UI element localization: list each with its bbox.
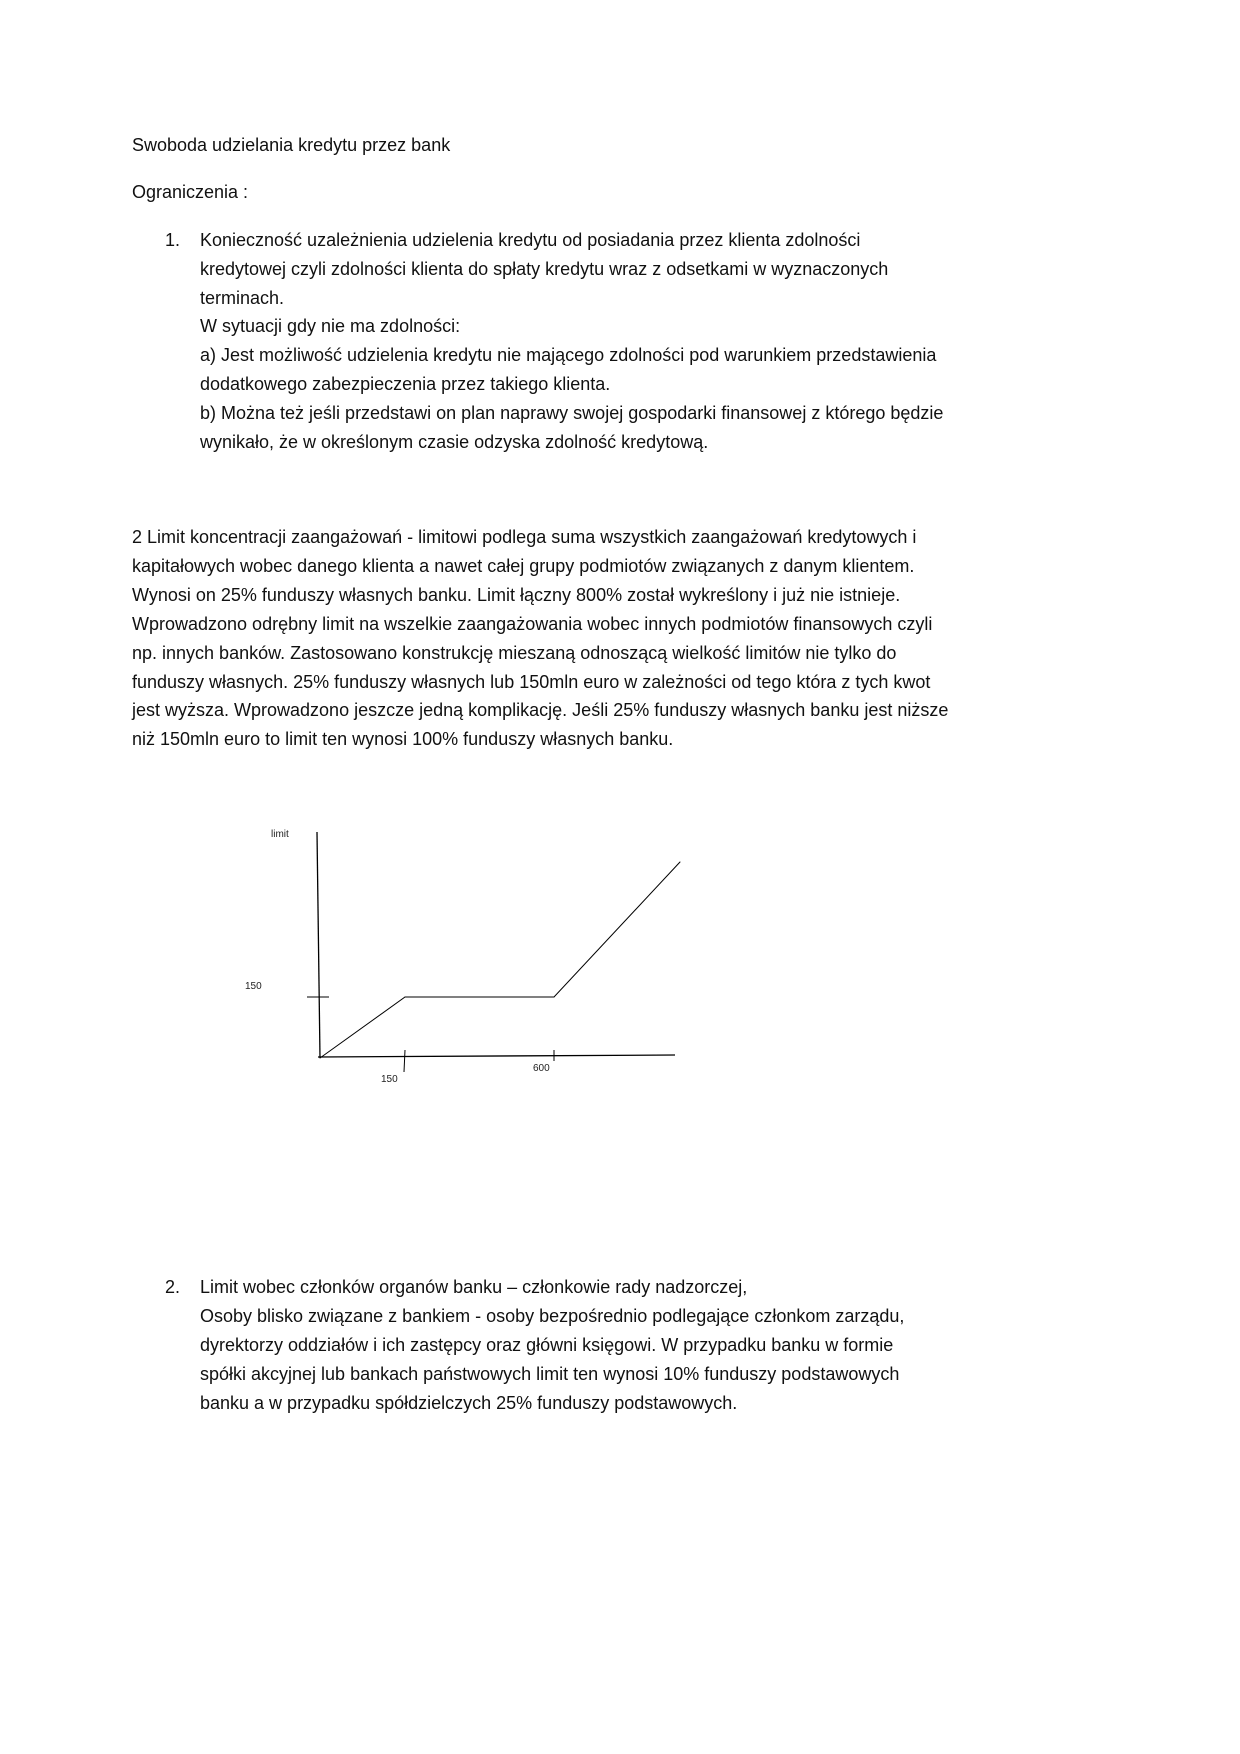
- text-line: 2 Limit koncentracji zaangażowań - limitowi podlega suma wszystkich zaangażowań kredytowych i: [132, 527, 917, 547]
- data-point: [554, 997, 555, 998]
- text-line: Osoby blisko związane z bankiem - osoby bezpośrednio podlegające członkom zarządu,: [200, 1306, 905, 1326]
- y-axis-label: limit: [271, 829, 289, 840]
- text-line: Limit wobec członków organów banku – członkowie rady nadzorczej,: [200, 1277, 748, 1297]
- text-line: np. innych banków. Zastosowano konstrukcję mieszaną odnoszącą wielkość limitów nie tylko do: [132, 642, 897, 663]
- text-line: a) Jest możliwość udzielenia kredytu nie mającego zdolności pod warunkiem przedstawienia: [200, 345, 937, 366]
- text-line: Wynosi on 25% funduszy własnych banku. Limit łączny 800% został wykreślony i już nie istnieje.: [132, 584, 901, 605]
- data-point: [405, 997, 406, 998]
- text-line: terminach.: [200, 287, 285, 308]
- section-heading: Ograniczenia :: [132, 182, 249, 202]
- text-line: Konieczność uzależnienia udzielenia kredytu od posiadania przez klienta zdolności: [200, 230, 861, 250]
- text-line: banku a w przypadku spółdzielczych 25% funduszy podstawowych.: [200, 1393, 738, 1413]
- text-line: W sytuacji gdy nie ma zdolności:: [200, 316, 461, 337]
- x-axis: [318, 1055, 675, 1057]
- y-axis: [317, 832, 320, 1058]
- text-line: jest wyższa. Wprowadzono jeszcze jedną komplikację. Jeśli 25% funduszy własnych banku jest niższe: [132, 700, 949, 721]
- text-line: kredytowej czyli zdolności klienta do spłaty kredytu wraz z odsetkami w wyznaczonych: [200, 258, 889, 279]
- data-point: [680, 862, 681, 863]
- list-number: 1.: [165, 230, 181, 250]
- text-line: Wprowadzono odrębny limit na wszelkie zaangażowania wobec innych podmiotów finansowych czyli: [132, 613, 933, 634]
- y-tick-label: 150: [245, 981, 262, 992]
- text-line: dyrektorzy oddziałów i ich zastępcy oraz główni księgowi. W przypadku banku w formie: [200, 1335, 894, 1355]
- text-line: dodatkowego zabezpieczenia przez takiego klienta.: [200, 374, 611, 394]
- text-line: kapitałowych wobec danego klienta a nawet całej grupy podmiotów związanych z danym klientem.: [132, 555, 915, 576]
- list-number: 2.: [165, 1277, 181, 1297]
- data-point: [320, 1058, 321, 1059]
- text-line: spółki akcyjnej lub bankach państwowych limit ten wynosi 10% funduszy podstawowych: [200, 1364, 900, 1384]
- text-line: niż 150mln euro to limit ten wynosi 100% funduszy własnych banku.: [132, 729, 674, 750]
- text-line: funduszy własnych. 25% funduszy własnych lub 150mln euro w zależności od tego która z tych kwot: [132, 671, 931, 692]
- x-tick-label: 600: [533, 1063, 550, 1074]
- document-title: Swoboda udzielania kredytu przez bank: [132, 135, 451, 155]
- x-tick: [404, 1050, 405, 1072]
- text-line: b) Można też jeśli przedstawi on plan naprawy swojej gospodarki finansowej z którego będzie: [200, 402, 944, 423]
- limit-series-line: [320, 862, 680, 1058]
- x-tick-label: 150: [381, 1074, 398, 1085]
- text-line: wynikało, że w określonym czasie odzyska zdolność kredytową.: [200, 431, 709, 452]
